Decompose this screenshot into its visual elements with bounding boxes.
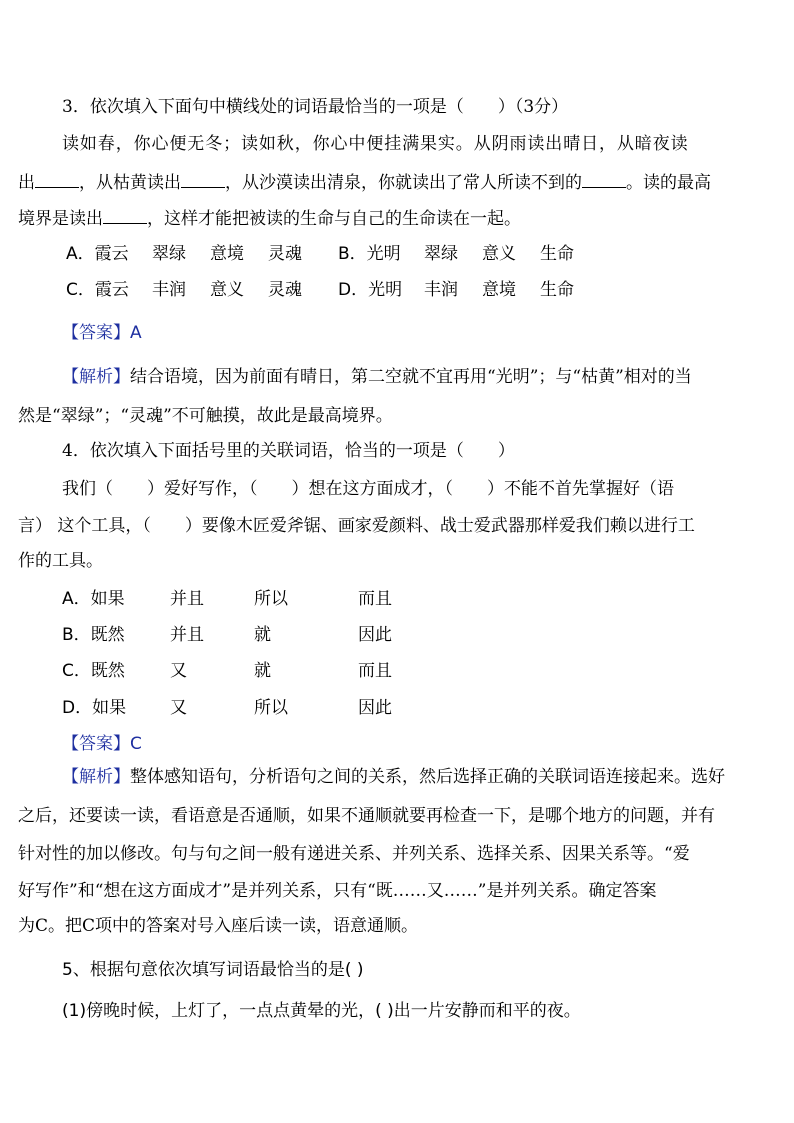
q3-analysis-line1: 【解析】结合语境，因为前面有晴日，第二空就不宜再用“光明”；与“枯黄”相对的当: [62, 367, 692, 387]
q3-option-c: C．霞云: [66, 280, 129, 300]
q3-analysis-line2: 然是“翠绿”；“灵魂”不可触摸，故此是最高境界。: [18, 406, 393, 426]
q4-analysis-line5: 为C。把C项中的答案对号入座后读一读，语意通顺。: [18, 916, 419, 936]
q3-passage-line1: 读如春，你心便无冬；读如秋，你心中便挂满果实。从阴雨读出晴日，从暗夜读: [62, 134, 689, 154]
q3-option-b: B．光明: [338, 244, 401, 264]
q5-item-1: (1)傍晚时候，上灯了，一点点黄晕的光，( )出一片安静而和平的夜。: [62, 1001, 581, 1021]
q5-stem: 5、根据句意依次填写词语最恰当的是( ): [62, 960, 364, 980]
q4-analysis-line1: 【解析】整体感知语句，分析语句之间的关系，然后选择正确的关联词语连接起来。选好: [62, 767, 725, 787]
q4-analysis-line3: 针对性的加以修改。句与句之间一般有递进关系、并列关系、选择关系、因果关系等。“爱: [18, 844, 690, 864]
q3-answer: 【答案】A: [62, 323, 142, 343]
q4-option-a: A．如果 并且 所以 而且: [62, 589, 392, 609]
q4-passage-line2: 言） 这个工具，（ ）要像木匠爱斧锯、画家爱颜料、战士爱武器那样爱我们赖以进行工: [18, 516, 695, 536]
q4-option-b: B．既然 并且 就 因此: [62, 625, 392, 645]
blank-4: [103, 207, 147, 224]
blank-3: [582, 171, 626, 188]
q4-option-c: C．既然 又 就 而且: [62, 661, 392, 681]
q3-option-d: D．光明: [338, 280, 403, 300]
q3-passage-line3: 境界是读出 ，这样才能把被读的生命与自己的生命读在一起。: [18, 209, 521, 229]
q3-stem: 3．依次填入下面句中横线处的词语最恰当的一项是（ ）（3分）: [62, 97, 569, 117]
q3-options-row1: A．霞云 翠绿 意境 灵魂 B．光明 翠绿 意义 生命: [66, 244, 574, 264]
blank-1: [35, 171, 79, 188]
q4-analysis-line2: 之后，还要读一读，看语意是否通顺，如果不通顺就要再检查一下，是哪个地方的问题，并有: [18, 806, 715, 826]
q3-option-a: A．霞云: [66, 244, 129, 264]
q4-passage-line3: 作的工具。: [18, 551, 103, 571]
blank-2: [181, 171, 225, 188]
q3-options-row2: C．霞云 丰润 意义 灵魂 D．光明 丰润 意境 生命: [66, 280, 574, 300]
q4-passage-line1: 我们（ ）爱好写作，（ ）想在这方面成才，（ ）不能不首先掌握好（语: [62, 479, 674, 499]
q4-answer: 【答案】C: [62, 734, 142, 754]
q4-option-d: D．如果 又 所以 因此: [62, 698, 392, 718]
q3-passage-line2: 出 ，从枯黄读出 ，从沙漠读出清泉，你就读出了常人所读不到的 。读的最高: [18, 173, 711, 193]
q4-analysis-line4: 好写作”和“想在这方面成才”是并列关系，只有“既……又……”是并列关系。确定答案: [18, 881, 657, 901]
q4-stem: 4．依次填入下面括号里的关联词语，恰当的一项是（ ）: [62, 441, 515, 461]
